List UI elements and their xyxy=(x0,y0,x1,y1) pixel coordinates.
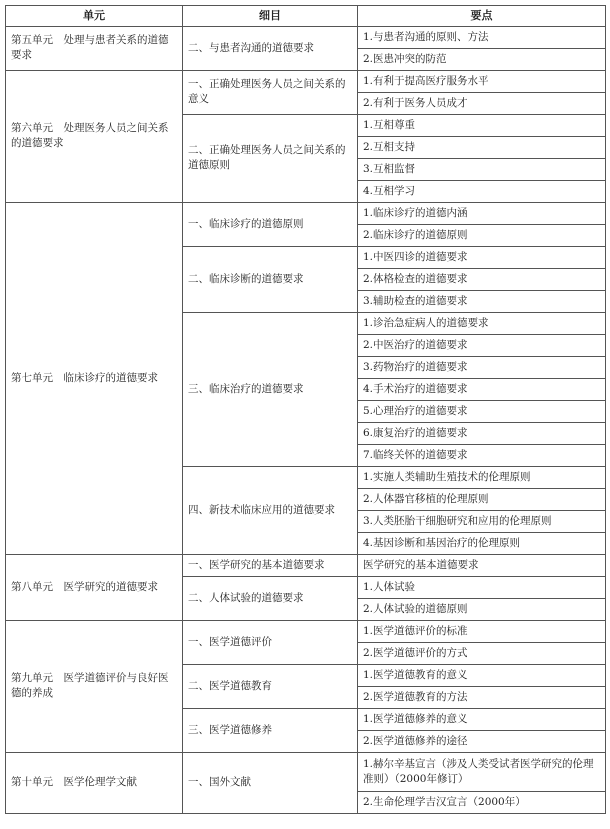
point-cell: 2.有利于医务人员成才 xyxy=(358,92,606,114)
table-row xyxy=(6,70,606,92)
table-row xyxy=(6,752,606,791)
item-cell: 二、临床诊断的道德要求 xyxy=(183,246,358,312)
header-row xyxy=(6,6,606,27)
item-cell: 二、与患者沟通的道德要求 xyxy=(183,26,358,70)
point-cell: 4.基因诊断和基因治疗的伦理原则 xyxy=(358,532,606,554)
point-cell: 4.手术治疗的道德要求 xyxy=(358,378,606,400)
point-cell: 7.临终关怀的道德要求 xyxy=(358,444,606,466)
item-cell: 一、医学研究的基本道德要求 xyxy=(183,554,358,576)
item-cell: 二、正确处理医务人员之间关系的道德原则 xyxy=(183,114,358,202)
item-cell: 三、临床治疗的道德要求 xyxy=(183,312,358,466)
unit-cell: 第八单元 医学研究的道德要求 xyxy=(6,554,183,620)
point-cell: 1.临床诊疗的道德内涵 xyxy=(358,202,606,224)
unit-cell: 第九单元 医学道德评价与良好医德的养成 xyxy=(6,620,183,752)
point-cell: 1.互相尊重 xyxy=(358,114,606,136)
item-cell: 三、医学道德修养 xyxy=(183,708,358,752)
item-cell: 一、正确处理医务人员之间关系的意义 xyxy=(183,70,358,114)
item-cell: 一、医学道德评价 xyxy=(183,620,358,664)
header-unit: 单元 xyxy=(6,6,183,27)
point-cell: 6.康复治疗的道德要求 xyxy=(358,422,606,444)
item-cell: 二、医学道德教育 xyxy=(183,664,358,708)
table-body xyxy=(6,26,606,813)
point-cell: 1.赫尔辛基宣言（涉及人类受试者医学研究的伦理准则）（2000年修订） xyxy=(358,752,606,791)
point-cell: 4.互相学习 xyxy=(358,180,606,202)
point-cell: 5.心理治疗的道德要求 xyxy=(358,400,606,422)
item-cell: 四、新技术临床应用的道德要求 xyxy=(183,466,358,554)
point-cell: 3.辅助检查的道德要求 xyxy=(358,290,606,312)
point-cell: 1.医学道德修养的意义 xyxy=(358,708,606,730)
table-row xyxy=(6,554,606,576)
point-cell: 2.医学道德修养的途径 xyxy=(358,730,606,752)
point-cell: 2.互相支持 xyxy=(358,136,606,158)
table-row xyxy=(6,620,606,642)
point-cell: 2.人体试验的道德原则 xyxy=(358,598,606,620)
point-cell: 1.实施人类辅助生殖技术的伦理原则 xyxy=(358,466,606,488)
point-cell: 1.与患者沟通的原则、方法 xyxy=(358,26,606,48)
item-cell: 一、国外文献 xyxy=(183,752,358,813)
unit-cell: 第六单元 处理医务人员之间关系的道德要求 xyxy=(6,70,183,202)
point-cell: 1.中医四诊的道德要求 xyxy=(358,246,606,268)
point-cell: 2.医学道德教育的方法 xyxy=(358,686,606,708)
point-cell: 2.医患冲突的防范 xyxy=(358,48,606,70)
point-cell: 医学研究的基本道德要求 xyxy=(358,554,606,576)
table-row xyxy=(6,26,606,48)
point-cell: 1.医学道德教育的意义 xyxy=(358,664,606,686)
item-cell: 二、人体试验的道德要求 xyxy=(183,576,358,620)
table-row xyxy=(6,202,606,224)
point-cell: 2.临床诊疗的道德原则 xyxy=(358,224,606,246)
point-cell: 3.互相监督 xyxy=(358,158,606,180)
point-cell: 2.人体器官移植的伦理原则 xyxy=(358,488,606,510)
syllabus-table xyxy=(5,5,606,814)
point-cell: 3.药物治疗的道德要求 xyxy=(358,356,606,378)
point-cell: 2.生命伦理学吉汉宣言（2000年） xyxy=(358,791,606,813)
point-cell: 3.人类胚胎干细胞研究和应用的伦理原则 xyxy=(358,510,606,532)
point-cell: 1.诊治急症病人的道德要求 xyxy=(358,312,606,334)
header-point: 要点 xyxy=(358,6,606,27)
unit-cell: 第七单元 临床诊疗的道德要求 xyxy=(6,202,183,554)
point-cell: 2.医学道德评价的方式 xyxy=(358,642,606,664)
point-cell: 1.医学道德评价的标准 xyxy=(358,620,606,642)
unit-cell: 第五单元 处理与患者关系的道德要求 xyxy=(6,26,183,70)
item-cell: 一、临床诊疗的道德原则 xyxy=(183,202,358,246)
point-cell: 1.有利于提高医疗服务水平 xyxy=(358,70,606,92)
header-item: 细目 xyxy=(183,6,358,27)
point-cell: 2.中医治疗的道德要求 xyxy=(358,334,606,356)
point-cell: 1.人体试验 xyxy=(358,576,606,598)
point-cell: 2.体格检查的道德要求 xyxy=(358,268,606,290)
unit-cell: 第十单元 医学伦理学文献 xyxy=(6,752,183,813)
